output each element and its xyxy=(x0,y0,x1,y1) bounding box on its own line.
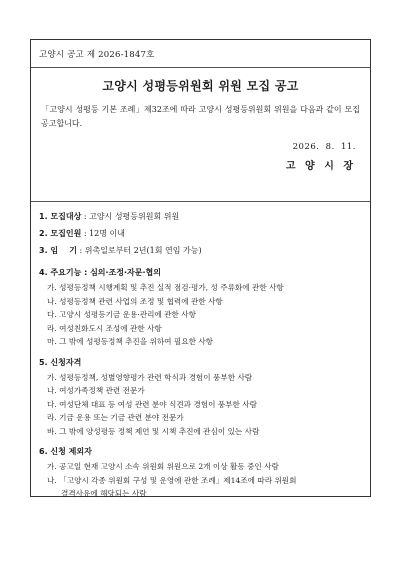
field-value: : 고양시 성평등위원회 위원 xyxy=(81,212,180,221)
list-item xyxy=(39,474,362,501)
field-value: : 위촉일로부터 2년(1회 연임 가능) xyxy=(77,246,202,255)
issuer-signature: 고 양 시 장 xyxy=(285,161,356,172)
list-item: 가. 공고일 현재 고양시 소속 위원회 위원으로 2개 이상 활동 중인 사람 xyxy=(47,462,279,471)
section-heading-qualifications: 5. 신청자격 xyxy=(39,357,82,367)
list-item: 가. 성평등정책 시행계획 및 추진 실적 점검·평가, 성 주류화에 관한 사항 xyxy=(47,283,284,292)
page-title: 고양시 성평등위원회 위원 모집 공고 xyxy=(102,79,299,93)
notice-number: 고양시 공고 제 2026-1847호 xyxy=(39,50,155,60)
field-label: 3. 임 기 xyxy=(39,246,77,255)
field-label: 2. 모집인원 xyxy=(39,229,82,238)
intro-paragraph: 「고양시 성평등 기본 조례」제32조에 따라 고양시 성평등위원회 위원을 다음과 같이 모집 공고합니다. xyxy=(41,105,360,128)
divider-top xyxy=(31,67,370,68)
section-heading-functions: 4. 주요기능 : 심의·조정·자문·협의 xyxy=(39,268,162,277)
divider-middle xyxy=(31,201,370,202)
list-item: 라. 기금 운용 또는 기금 관련 분야 전문가 xyxy=(47,413,184,422)
list-item-continuation: 결격사유에 해당되는 사람 xyxy=(61,489,147,498)
notice-document xyxy=(30,39,371,497)
field-value: : 12명 이내 xyxy=(81,229,126,238)
field-term xyxy=(39,242,362,259)
notice-date: 2026. 8. 11. xyxy=(292,142,356,152)
list-item: 가. 성평등정책, 성별영향평가 관련 학식과 경험이 풍부한 사람 xyxy=(47,372,253,382)
list-item: 나. 성평등정책 관련 사업의 조정 및 협력에 관한 사항 xyxy=(47,296,223,306)
section-heading-exclusions: 6. 신청 제외자 xyxy=(39,447,92,456)
list-item: 라. 여성친화도시 조성에 관한 사항 xyxy=(47,323,162,333)
field-label: 1. 모집대상 xyxy=(39,212,82,221)
field-recruit-count xyxy=(39,225,362,242)
list-item: 다. 고양시 성평등기금 운용·관리에 관한 사항 xyxy=(47,310,196,319)
list-item: 나. 여성가족정책 관련 전문가 xyxy=(47,386,145,395)
list-item: 바. 그 밖에 양성평등 정책 제언 및 시책 추진에 관심이 있는 사람 xyxy=(47,426,260,436)
field-recruit-target xyxy=(39,208,362,225)
notice-body xyxy=(39,208,362,501)
list-item: 다. 여성단체 대표 등 여성 관련 분야 식견과 경험이 풍부한 사람 xyxy=(47,399,257,409)
list-item: 마. 그 밖에 성평등정책 추진을 위하여 필요한 사항 xyxy=(47,337,214,346)
list-item-text: 나. 「고양시 각종 위원회 구성 및 운영에 관한 조례」제14조에 따라 위원회 xyxy=(47,475,297,485)
